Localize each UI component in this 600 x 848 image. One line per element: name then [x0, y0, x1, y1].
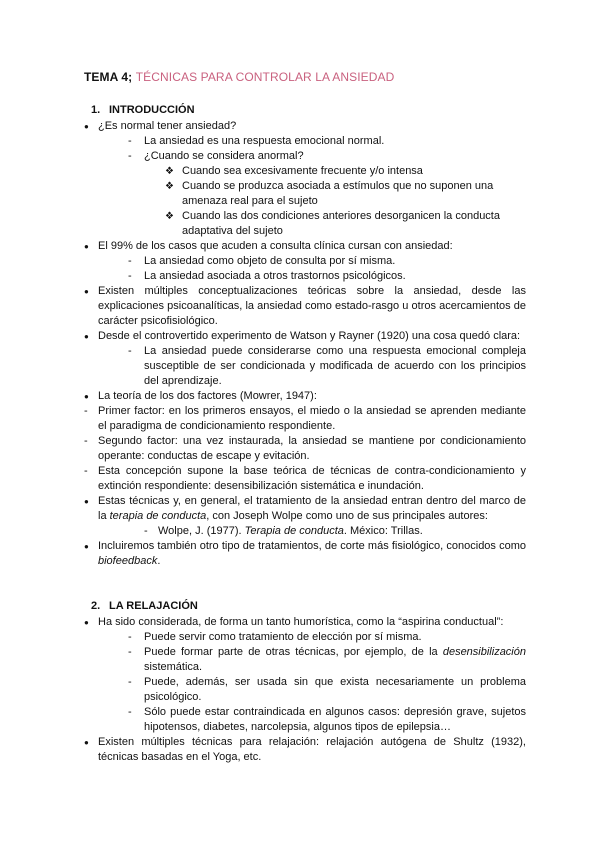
list-item: - Puede, además, ser usada sin que exista necesariamente un problema psicológico.: [84, 675, 526, 705]
title-prefix: TEMA 4;: [84, 70, 133, 84]
list-item: ● Existen múltiples conceptualizaciones teóricas sobre la ansiedad, desde las explicaciones psicoanalíticas, la ansiedad como estado-rasgo u otros acercamientos de carácter psicofisiológico.: [84, 284, 526, 329]
section-heading-introduccion: 1. INTRODUCCIÓN: [91, 104, 195, 116]
list-item: - Primer factor: en los primeros ensayos, el miedo o la ansiedad se aprenden mediante el paradigma de condicionamiento respondiente.: [84, 404, 526, 434]
list-item: ❖ Cuando se produzca asociada a estímulos que no suponen una amenaza real para el sujeto: [84, 179, 526, 209]
section-heading-relajacion: 2. LA RELAJACIÓN: [91, 600, 198, 612]
list-item: - Puede formar parte de otras técnicas, por ejemplo, de la desensibilización sistemática.: [84, 645, 526, 675]
list-item: - La ansiedad como objeto de consulta por sí misma.: [84, 254, 526, 269]
list-item: - La ansiedad es una respuesta emocional normal.: [84, 134, 526, 149]
page-title: [84, 70, 526, 85]
list-item: ● Ha sido considerada, de forma un tanto humorística, como la “aspirina conductual”:: [84, 615, 526, 630]
list-item: ❖ Cuando las dos condiciones anteriores desorganicen la conducta adaptativa del sujeto: [84, 209, 526, 239]
list-item: ● ¿Es normal tener ansiedad?: [84, 119, 526, 134]
list-item: - La ansiedad puede considerarse como una respuesta emocional compleja susceptible de ser condicionada y modificada de acuerdo con los principios del aprendizaje.: [84, 344, 526, 389]
list-item: - Puede servir como tratamiento de elección por sí misma.: [84, 630, 526, 645]
list-item: - Sólo puede estar contraindicada en algunos casos: depresión grave, sujetos hipotensos, diabetes, narcolepsia, algunos tipos de epilepsia…: [84, 705, 526, 735]
list-item: ● Estas técnicas y, en general, el tratamiento de la ansiedad entran dentro del marco de la terapia de conducta, con Joseph Wolpe como uno de sus principales autores:: [84, 494, 526, 524]
list-item: - ¿Cuando se considera anormal?: [84, 149, 526, 164]
section-1-list: [84, 119, 526, 569]
list-item: ● Incluiremos también otro tipo de tratamientos, de corte más fisiológico, conocidos como biofeedback.: [84, 539, 526, 569]
list-item: ● El 99% de los casos que acuden a consulta clínica cursan con ansiedad:: [84, 239, 526, 254]
list-item: - Segundo factor: una vez instaurada, la ansiedad se mantiene por condicionamiento operante: conductas de escape y evitación.: [84, 434, 526, 464]
section-2-list: [84, 615, 526, 765]
list-item: ● Existen múltiples técnicas para relajación: relajación autógena de Shultz (1932), técnicas basadas en el Yoga, etc.: [84, 735, 526, 765]
list-item: - Esta concepción supone la base teórica de técnicas de contra-condicionamiento y extinción respondiente: desensibilización sistemática e inundación.: [84, 464, 526, 494]
list-item: ❖ Cuando sea excesivamente frecuente y/o intensa: [84, 164, 526, 179]
list-item: - La ansiedad asociada a otros trastornos psicológicos.: [84, 269, 526, 284]
list-item: ● La teoría de los dos factores (Mowrer, 1947):: [84, 389, 526, 404]
reference-item: - Wolpe, J. (1977). Terapia de conducta. México: Trillas.: [84, 524, 526, 539]
list-item: ● Desde el controvertido experimento de Watson y Rayner (1920) una cosa quedó clara:: [84, 329, 526, 344]
title-main: TÉCNICAS PARA CONTROLAR LA ANSIEDAD: [135, 70, 395, 84]
